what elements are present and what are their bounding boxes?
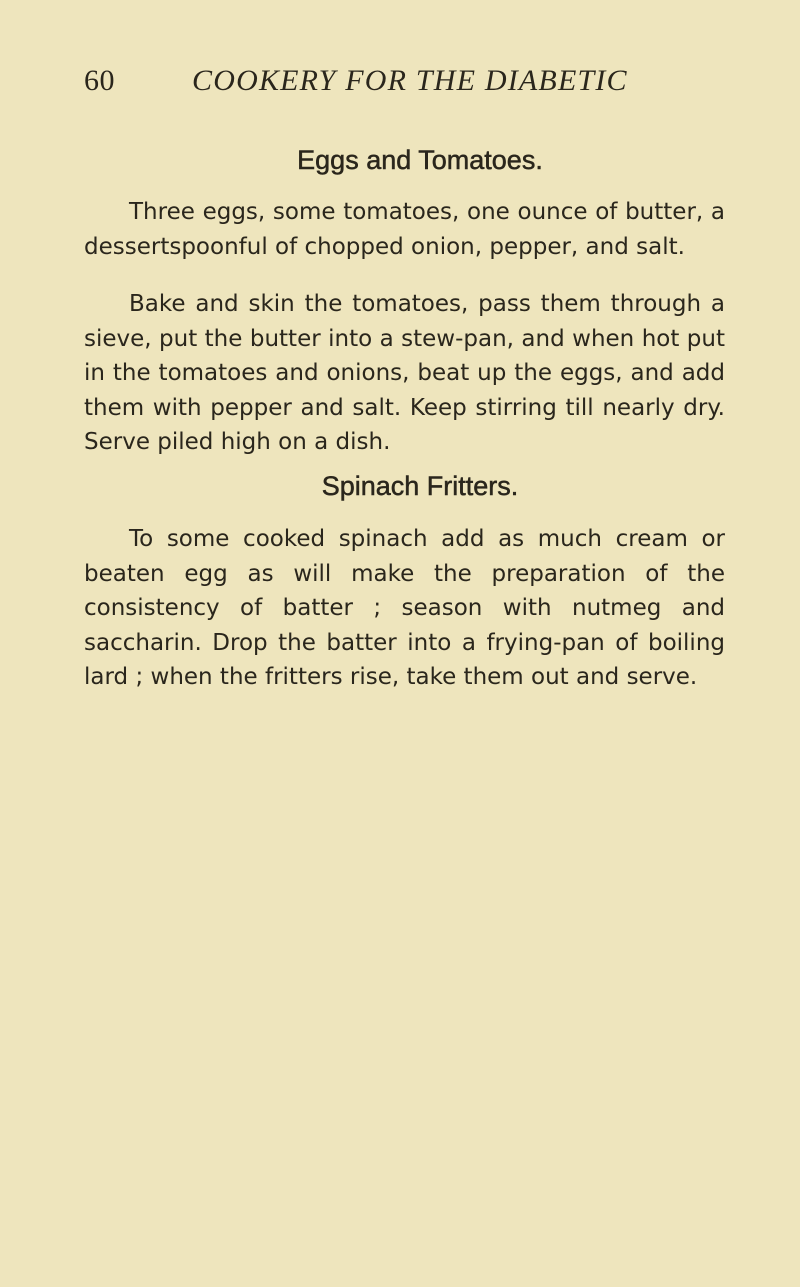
running-head (84, 64, 724, 104)
recipe-ingredients-paragraph: Three eggs, some tomatoes, one ounce of butter, a dessertspoonful of chopped onion, pepper, and salt. (84, 199, 725, 260)
recipe-method-paragraph: To some cooked spinach add as much cream or beaten egg as will make the preparation of the consistency of batter ; season with nutmeg and saccharin. Drop the batter into a frying-pan of boiling lard ; when the fritters rise, take them out and serve. (84, 526, 725, 690)
page-number: 60 (84, 64, 115, 97)
book-title: COOKERY FOR THE DIABETIC (192, 64, 628, 97)
recipe-heading-eggs-and-tomatoes: Eggs and Tomatoes. (297, 145, 543, 175)
recipe-method-paragraph: Bake and skin the tomatoes, pass them through a sieve, put the butter into a stew-pan, and when hot put in the tomatoes and onions, beat up the eggs, and add them with pepper and salt. Keep stirring till nearly dry. Serve piled high on a dish. (84, 291, 725, 455)
recipe-heading-spinach-fritters: Spinach Fritters. (321, 471, 519, 501)
